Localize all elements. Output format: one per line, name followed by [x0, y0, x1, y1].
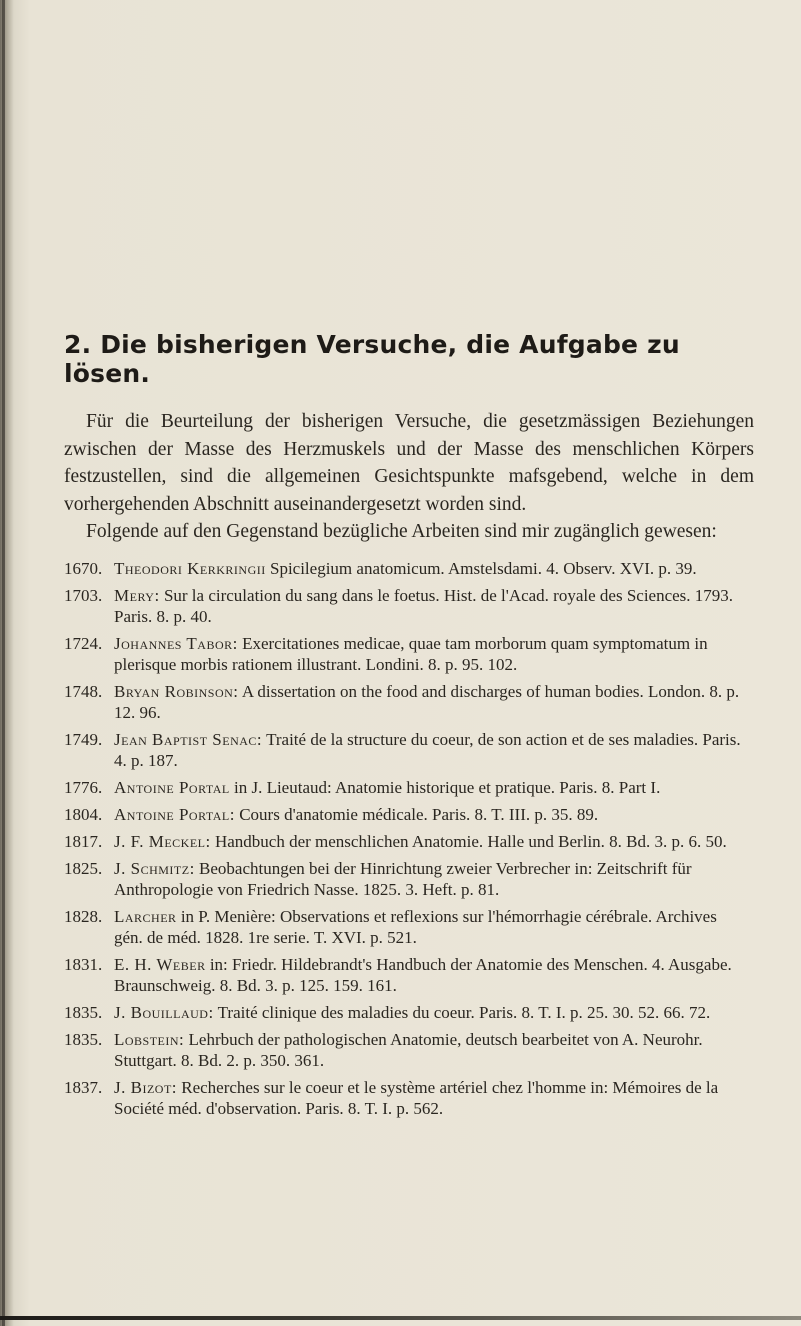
reference-author: J. Schmitz: [114, 858, 195, 878]
reference-item [64, 804, 754, 825]
reference-text: Beobachtungen bei der Hinrichtung zweier Verbrecher in: Zeitschrift für Anthropologie von Friedrich Nasse. 1825. 3. Heft. p. 81. [114, 858, 692, 899]
reference-year: 1837. [64, 1077, 103, 1097]
reference-text: Spicilegium anatomicum. Amstelsdami. 4. Observ. XVI. p. 39. [269, 558, 697, 578]
reference-list [64, 558, 754, 1119]
reference-year: 1776. [64, 777, 103, 797]
reference-year: 1835. [64, 1029, 103, 1049]
reference-author: Lobstein: [114, 1029, 185, 1049]
reference-year: 1825. [64, 858, 103, 878]
reference-author: J. F. Meckel: [114, 831, 211, 851]
reference-item [64, 954, 754, 996]
reference-text: in: Friedr. Hildebrandt's Handbuch der Anatomie des Menschen. 4. Ausgabe. Braunschweig. 8. Bd. 3. p. 125. 159. 161. [114, 954, 732, 995]
reference-text: Recherches sur le coeur et le système artériel chez l'homme in: Mémoires de la Société méd. d'observation. Paris. 8. T. I. p. 562. [114, 1077, 719, 1118]
reference-text: Exercitationes medicae, quae tam morborum quam symptomatum in plerisque morbis rationem illustrant. Londini. 8. p. 95. 102. [114, 633, 708, 674]
reference-year: 1703. [64, 585, 103, 605]
reference-item [64, 831, 754, 852]
reference-author: Theodori Kerkringii [114, 558, 266, 578]
reference-year: 1748. [64, 681, 103, 701]
reference-author: J. Bizot: [114, 1077, 177, 1097]
reference-item [64, 681, 754, 723]
reference-year: 1749. [64, 729, 103, 749]
reference-author: Mery: [114, 585, 160, 605]
reference-item [64, 1029, 754, 1071]
reference-text: in P. Menière: Observations et reflexions sur l'hémorrhagie cérébrale. Archives gén. de méd. 1828. 1re serie. T. XVI. p. 521. [114, 906, 717, 947]
reference-year: 1835. [64, 1002, 103, 1022]
intro-text [64, 408, 754, 546]
reference-item [64, 1077, 754, 1119]
reference-year: 1831. [64, 954, 103, 974]
reference-text: in J. Lieutaud: Anatomie historique et pratique. Paris. 8. Part I. [233, 777, 661, 797]
intro-paragraph: Für die Beurteilung der bisherigen Versuche, die gesetzmässigen Beziehungen zwischen der Masse des Herzmuskels und der Masse des menschlichen Körpers festzustellen, sind die allgemeinen Gesichtspunkte mafsgebend, welche in dem vorhergehenden Abschnitt auseinandergesetzt worden sind. [64, 411, 754, 515]
section-heading: 2. Die bisherigen Versuche, die Aufgabe zu lösen. [64, 330, 680, 388]
reference-item [64, 1002, 754, 1023]
reference-year: 1804. [64, 804, 103, 824]
reference-text: Sur la circulation du sang dans le foetus. Hist. de l'Acad. royale des Sciences. 1793. Paris. 8. p. 40. [114, 585, 734, 626]
reference-item [64, 633, 754, 675]
reference-author: Antoine Portal [114, 777, 230, 797]
page-bottom-edge [0, 1316, 801, 1320]
reference-item [64, 858, 754, 900]
reference-item [64, 585, 754, 627]
reference-author: Johannes Tabor: [114, 633, 238, 653]
reference-author: Bryan Robinson: [114, 681, 239, 701]
reference-author: Jean Baptist Senac: [114, 729, 263, 749]
reference-item [64, 729, 754, 771]
reference-text: Cours d'anatomie médicale. Paris. 8. T. III. p. 35. 89. [239, 804, 599, 824]
reference-item [64, 777, 754, 798]
reference-year: 1828. [64, 906, 103, 926]
reference-author: E. H. Weber [114, 954, 206, 974]
reference-author: Antoine Portal: [114, 804, 235, 824]
reference-author: Larcher [114, 906, 177, 926]
reference-text: Lehrbuch der pathologischen Anatomie, deutsch bearbeitet von A. Neurohr. Stuttgart. 8. Bd. 2. p. 350. 361. [114, 1029, 703, 1070]
binding-edge [2, 0, 5, 1326]
reference-year: 1817. [64, 831, 103, 851]
reference-item [64, 906, 754, 948]
reference-year: 1670. [64, 558, 103, 578]
reference-text: Traité clinique des maladies du coeur. Paris. 8. T. I. p. 25. 30. 52. 66. 72. [217, 1002, 711, 1022]
reference-text: Handbuch der menschlichen Anatomie. Halle und Berlin. 8. Bd. 3. p. 6. 50. [214, 831, 727, 851]
intro-paragraph: Folgende auf den Gegenstand bezügliche Arbeiten sind mir zugänglich gewesen: [86, 521, 717, 542]
page-content [64, 330, 754, 1125]
reference-text: A dissertation on the food and discharges of human bodies. London. 8. p. 12. 96. [114, 681, 740, 722]
reference-author: J. Bouillaud: [114, 1002, 214, 1022]
reference-text: Traité de la structure du coeur, de son action et de ses maladies. Paris. 4. p. 187. [114, 729, 741, 770]
reference-item [64, 558, 754, 579]
reference-year: 1724. [64, 633, 103, 653]
